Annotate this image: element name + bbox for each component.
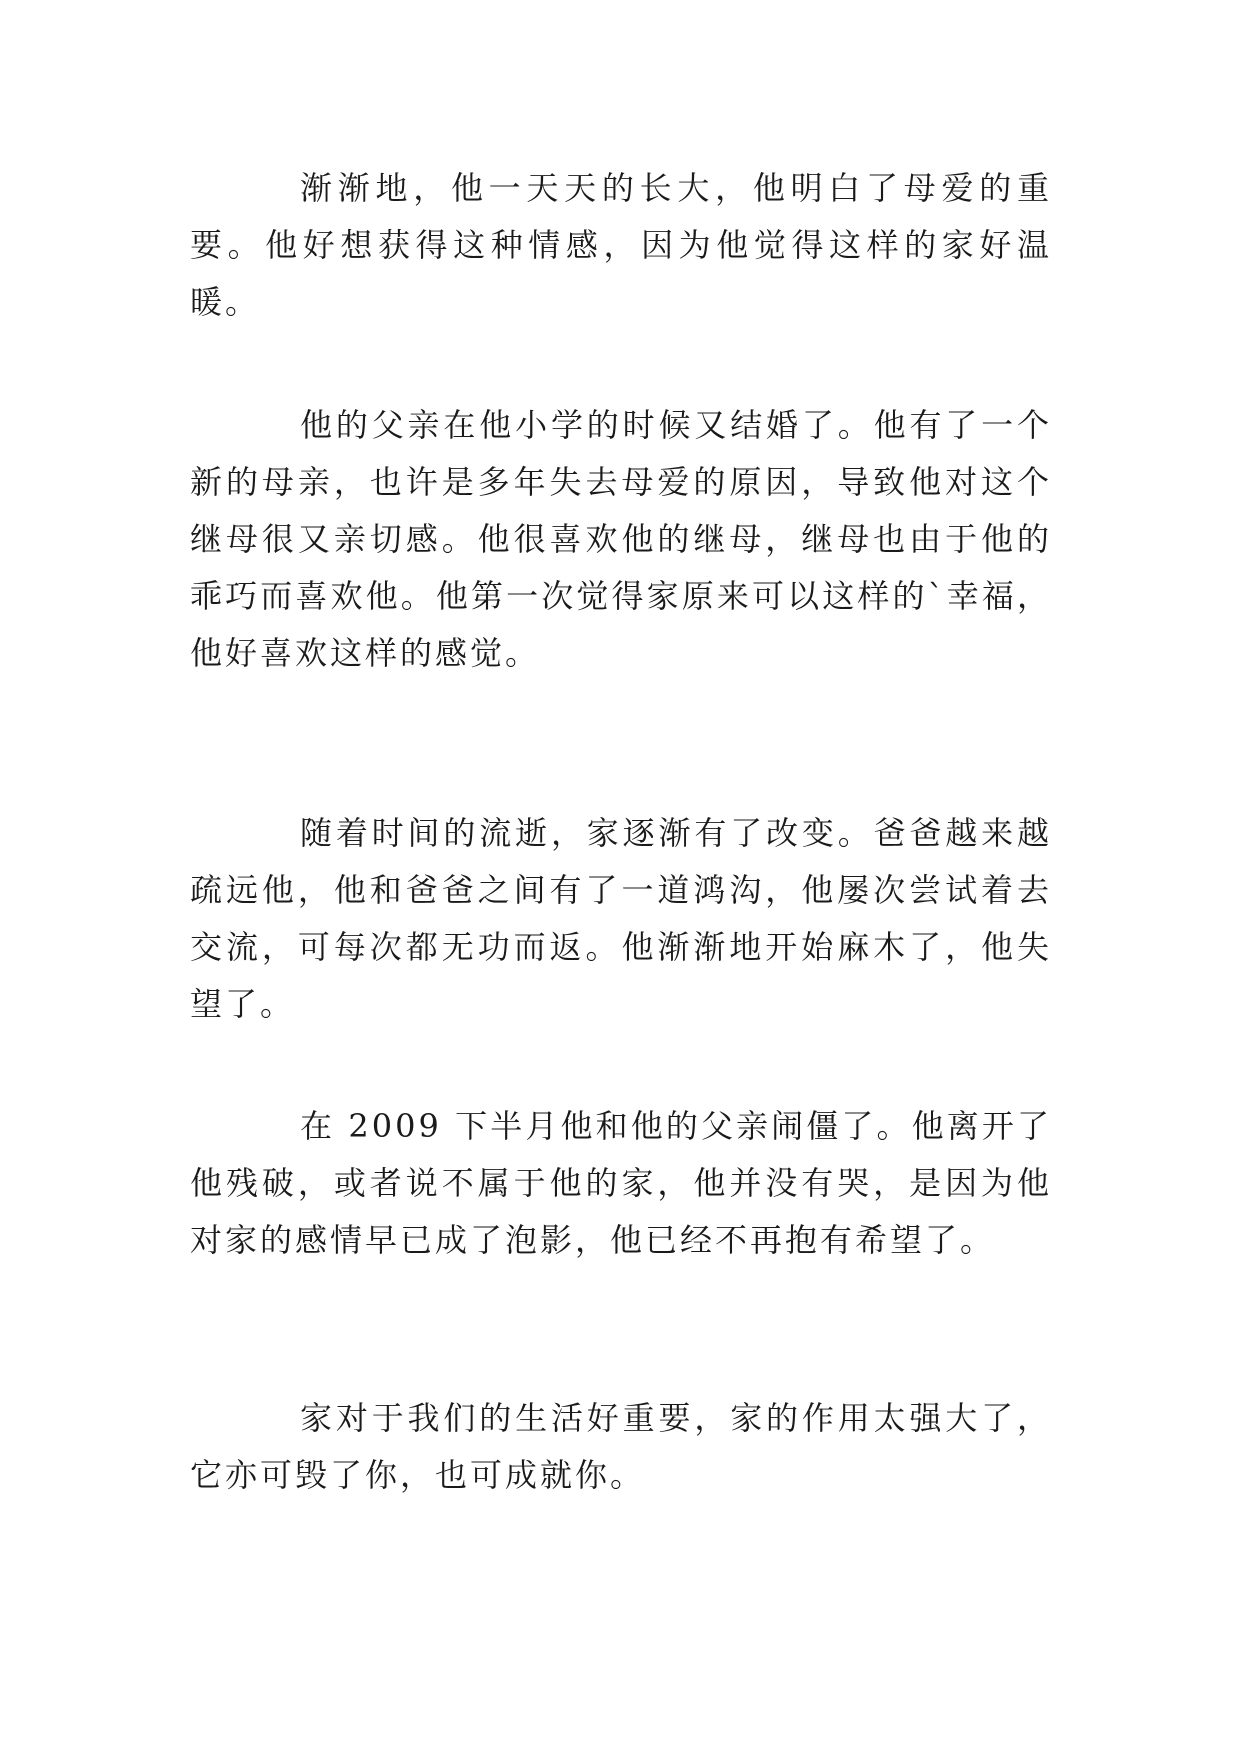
paragraph-4: 在 2009 下半月他和他的父亲闹僵了。他离开了他残破，或者说不属于他的家，他并没有哭，是因为他对家的感情早已成了泡影，他已经不再抱有希望了。 xyxy=(190,1107,1052,1259)
paragraph-1: 渐渐地，他一天天的长大，他明白了母爱的重要。他好想获得这种情感，因为他觉得这样的家好温暖。 xyxy=(190,169,1052,321)
paragraph-5: 家对于我们的生活好重要，家的作用太强大了，它亦可毁了你，也可成就你。 xyxy=(190,1399,1052,1494)
paragraph-2: 他的父亲在他小学的时候又结婚了。他有了一个新的母亲，也许是多年失去母爱的原因，导致他对这个继母很又亲切感。他很喜欢他的继母，继母也由于他的乖巧而喜欢他。他第一次觉得家原来可以这样的`幸福，他好喜欢这样的感觉。 xyxy=(190,406,1052,672)
paragraph-3: 随着时间的流逝，家逐渐有了改变。爸爸越来越疏远他，他和爸爸之间有了一道鸿沟，他屡次尝试着去交流，可每次都无功而返。他渐渐地开始麻木了，他失望了。 xyxy=(190,814,1052,1023)
